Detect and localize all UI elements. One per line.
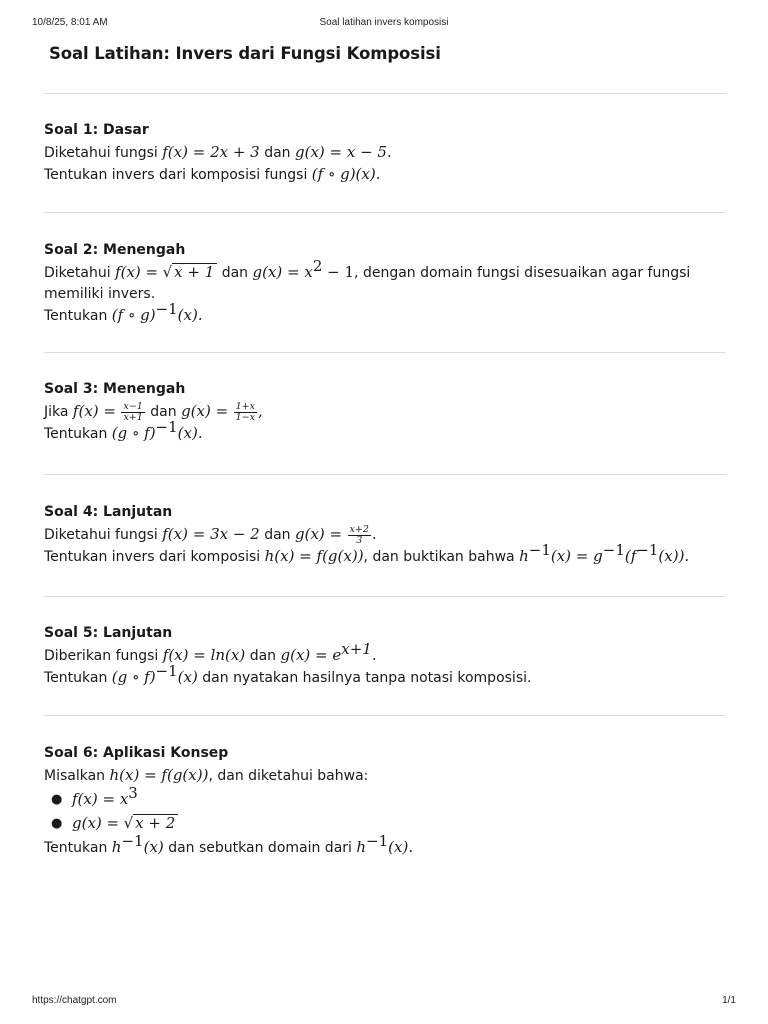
problem-title: Soal 3: Menengah bbox=[44, 381, 186, 397]
math-fraction: $\frac{x+2}{3}$ bbox=[349, 523, 369, 546]
divider bbox=[44, 596, 726, 597]
problem-4 bbox=[44, 502, 704, 568]
print-url: https://chatgpt.com bbox=[32, 995, 117, 1006]
problem-line: Misalkan h(x) = f(g(x)), dan diketahui bahwa: bbox=[44, 766, 369, 784]
bullet-icon: ● bbox=[51, 792, 63, 807]
sqrt-symbol: √ bbox=[123, 814, 134, 832]
math-sqrt: x + 2 bbox=[133, 814, 178, 832]
problem-line: Diketahui f(x) = √ x + 1 dan $g(x) = x^2 - 1$, dengan domain fungsi disesuaikan agar fungsi memiliki invers. bbox=[44, 257, 691, 302]
math-sqrt: x + 1 bbox=[172, 263, 217, 281]
problem-line: Jika f(x) = $\frac{x-1}{x+1}$ dan g(x) = $\frac{1+x}{1-x}$ , bbox=[44, 400, 263, 423]
problem-title: Soal 4: Lanjutan bbox=[44, 504, 173, 520]
math-fraction: $\frac{1+x}{1-x}$ bbox=[235, 400, 255, 423]
divider bbox=[44, 715, 726, 716]
problem-2 bbox=[44, 240, 704, 327]
document-title: Soal Latihan: Invers dari Fungsi Komposisi bbox=[49, 44, 441, 63]
divider bbox=[44, 352, 726, 353]
problem-line: Diketahui fungsi f(x) = 2x + 3 dan g(x) = x − 5. bbox=[44, 143, 392, 161]
divider bbox=[44, 93, 726, 94]
problem-line: Tentukan (g ∘ f)$^{-1}$(x). bbox=[44, 418, 203, 442]
problem-line: Diberikan fungsi f(x) = ln(x) dan $g(x) = e^{x+1}$. bbox=[44, 640, 377, 664]
bullet-icon: ● bbox=[51, 816, 63, 831]
math-expr: g(x) = x − 5. bbox=[294, 143, 392, 161]
divider bbox=[44, 212, 726, 213]
problem-line: Diketahui fungsi f(x) = 3x − 2 dan g(x) = $\frac{x+2}{3}$ . bbox=[44, 523, 377, 546]
problem-line: Tentukan (g ∘ f)$^{-1}$(x) dan nyatakan hasilnya tanpa notasi komposisi. bbox=[44, 662, 532, 686]
problem-line: Tentukan (f ∘ g)$^{-1}$(x). bbox=[44, 300, 203, 324]
list-item: ● g(x) = √ x + 2 bbox=[44, 813, 704, 835]
sqrt-symbol: √ bbox=[162, 263, 173, 281]
math-expr: f(x) = 2x + 3 bbox=[162, 143, 260, 161]
math-fraction: $\frac{x-1}{x+1}$ bbox=[123, 400, 143, 423]
print-page-number: 1/1 bbox=[722, 995, 736, 1006]
list-item: ● $f(x) = x^3$ bbox=[51, 784, 138, 808]
divider bbox=[44, 474, 726, 475]
problem-line: Tentukan invers dari komposisi fungsi (f ∘ g)(x). bbox=[44, 165, 381, 183]
print-datetime: 10/8/25, 8:01 AM bbox=[32, 17, 108, 28]
problem-3 bbox=[44, 379, 704, 445]
problem-6 bbox=[44, 743, 704, 859]
bullet-list bbox=[44, 784, 704, 835]
problem-title: Soal 6: Aplikasi Konsep bbox=[44, 745, 229, 761]
problem-title: Soal 2: Menengah bbox=[44, 242, 186, 258]
problem-5 bbox=[44, 623, 704, 689]
print-page-title: Soal latihan invers komposisi bbox=[319, 17, 449, 28]
math-expr: (f ∘ g)(x). bbox=[311, 165, 381, 183]
problem-title: Soal 1: Dasar bbox=[44, 122, 149, 138]
problem-line: Tentukan $h^{-1}(x)$ dan sebutkan domain dari $h^{-1}(x)$. bbox=[44, 832, 414, 856]
problem-title: Soal 5: Lanjutan bbox=[44, 625, 173, 641]
problem-1 bbox=[44, 120, 704, 186]
problem-line: Tentukan invers dari komposisi h(x) = f(g(x)), dan buktikan bahwa $h^{-1}(x) = g^{-1}(f^{-1}(x))$. bbox=[44, 541, 690, 565]
